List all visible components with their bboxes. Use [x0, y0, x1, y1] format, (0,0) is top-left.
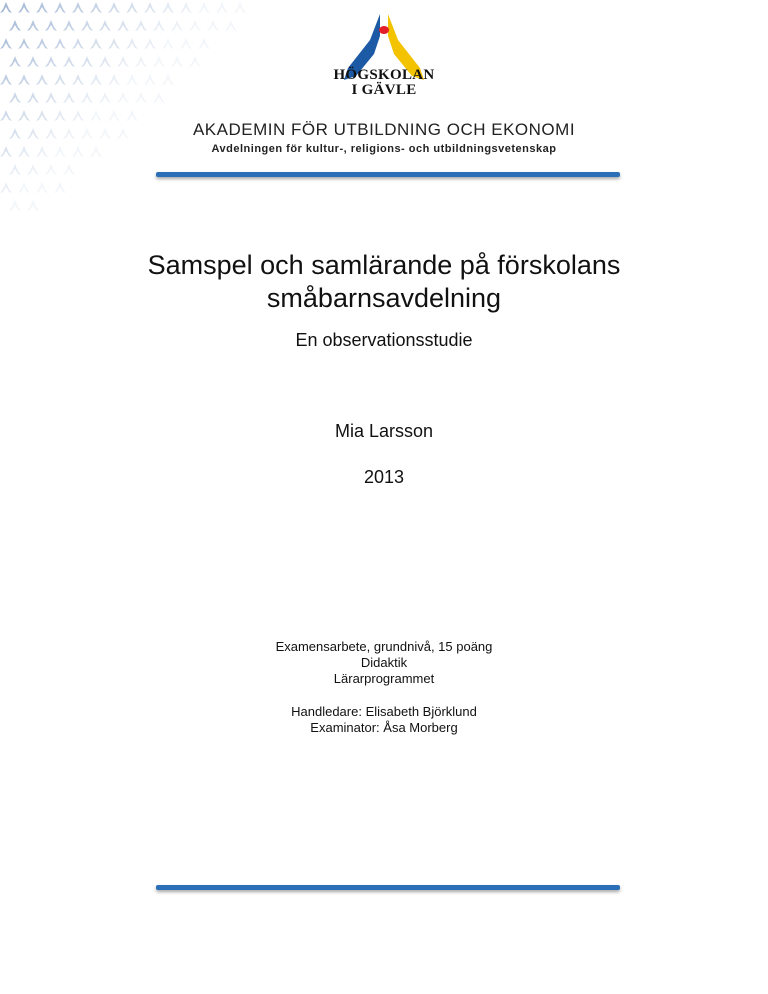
supervisor: Handledare: Elisabeth Björklund — [291, 704, 477, 719]
year: 2013 — [363, 467, 405, 487]
logo-text-line2: I GÄVLE — [351, 82, 417, 98]
examiner: Examinator: Åsa Morberg — [310, 720, 458, 735]
program: Lärarprogrammet — [333, 671, 435, 686]
logo-text-line1: HÖGSKOLAN — [333, 67, 435, 83]
academy-heading: AKADEMIN FÖR UTBILDNING OCH EKONOMI — [192, 120, 576, 139]
page-title-line2: småbarnsavdelning — [266, 283, 502, 313]
thesis-info: Examensarbete, grundnivå, 15 poäng — [275, 639, 493, 654]
top-divider — [156, 172, 620, 177]
author-name: Mia Larsson — [334, 421, 434, 441]
subject: Didaktik — [360, 655, 408, 670]
decorative-pattern — [0, 0, 250, 230]
department-heading: Avdelningen för kultur-, religions- och utbildningsvetenskap — [211, 143, 557, 155]
page-title-line1: Samspel och samlärande på förskolans — [147, 250, 621, 280]
subtitle: En observationsstudie — [295, 330, 473, 350]
bottom-divider — [156, 885, 620, 890]
